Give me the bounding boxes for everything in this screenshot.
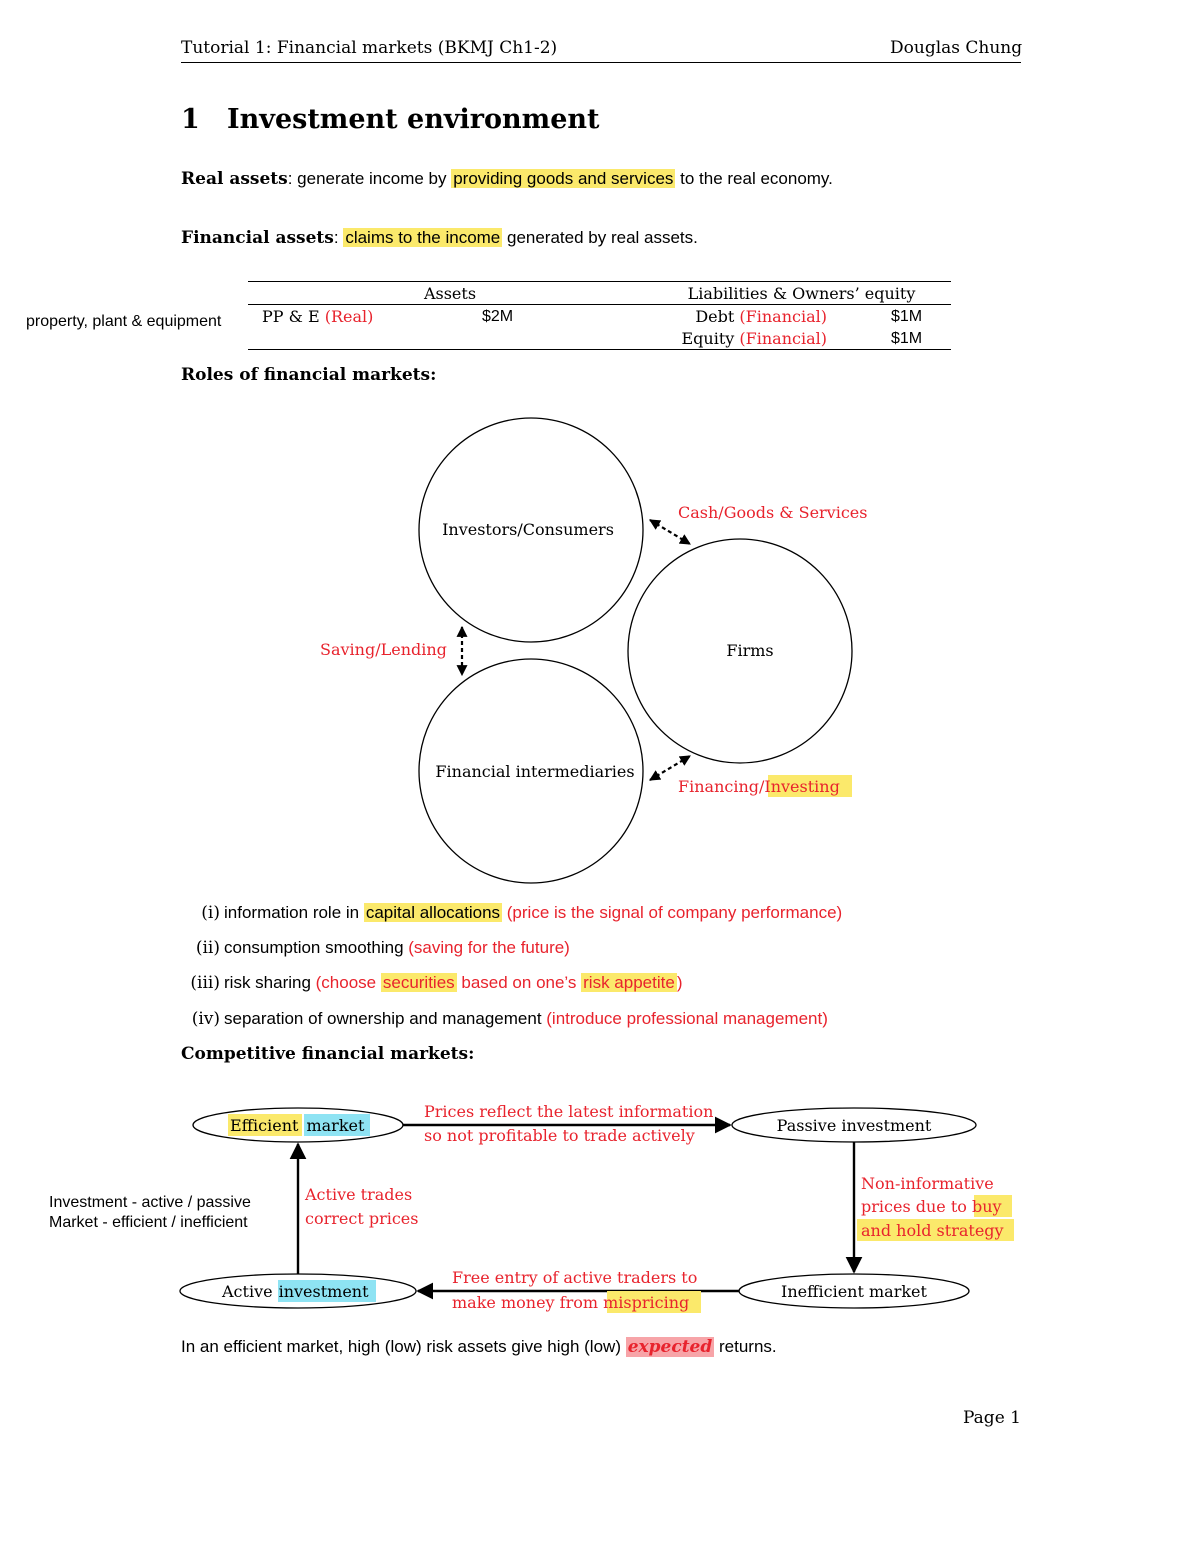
- investors-label: Investors/Consumers: [442, 520, 614, 539]
- liability-tag: (Financial): [739, 329, 827, 348]
- conclusion-pre: In an efficient market, high (low) risk assets give high (low): [181, 1337, 626, 1356]
- investment-word: investment: [278, 1282, 369, 1301]
- financial-assets-term: Financial assets: [181, 228, 334, 248]
- competitive-heading: Competitive financial markets:: [181, 1044, 475, 1064]
- real-assets-highlight: providing goods and services: [453, 169, 674, 188]
- investing-label: Investing: [764, 777, 840, 796]
- right-arrow-label-line-3: and hold strategy: [861, 1221, 1004, 1240]
- list-item-label: (iv): [191, 1009, 220, 1029]
- liability-value: $1M: [891, 307, 923, 325]
- right-arrow-text: prices due to: [861, 1197, 972, 1216]
- cash-goods-arrow: [650, 520, 690, 544]
- ppe-side-note: property, plant & equipment: [26, 313, 222, 330]
- liabilities-header: Liabilities & Owners’ equity: [652, 282, 951, 305]
- list-item-note: (price is the signal of company performance): [502, 903, 843, 922]
- mispricing-word: mispricing: [603, 1293, 690, 1312]
- real-assets-post: to the real economy.: [675, 169, 833, 188]
- left-arrow-label-line-1: Active trades: [305, 1185, 413, 1204]
- cycle-side-note-line-2: Market - efficient / inefficient: [49, 1214, 248, 1231]
- cycle-side-note-line-1: Investment - active / passive: [49, 1194, 251, 1211]
- cash-goods-label: Cash/Goods & Services: [678, 503, 868, 522]
- financing-label: Financing/: [678, 777, 765, 796]
- top-arrow-label-line-2: so not profitable to trade actively: [424, 1126, 695, 1145]
- list-item-note: based on one’s: [456, 973, 582, 992]
- list-item: [176, 1009, 828, 1029]
- list-item-label: (ii): [195, 938, 220, 958]
- page-number: Page 1: [963, 1408, 1021, 1428]
- financial-assets-highlight: claims to the income: [345, 228, 501, 247]
- running-header-author: Douglas Chung: [890, 38, 1023, 58]
- risk-appetite-highlight: risk appetite: [583, 973, 675, 992]
- firms-label: Firms: [726, 641, 774, 660]
- conclusion-sentence: [181, 1337, 777, 1357]
- asset-tag: (Real): [324, 307, 374, 326]
- financial-assets-pre: :: [333, 228, 344, 247]
- section-number: 1: [181, 104, 200, 135]
- intermediaries-label: Financial intermediaries: [435, 762, 635, 781]
- asset-value: $2M: [482, 307, 514, 325]
- liability-tag: (Financial): [739, 307, 827, 326]
- list-item: [176, 903, 842, 923]
- market-word: market: [306, 1116, 365, 1135]
- expected-highlight: expected: [627, 1337, 713, 1357]
- bottom-arrow-text: make money from: [452, 1293, 604, 1312]
- roles-heading: Roles of financial markets:: [181, 365, 437, 385]
- active-investment-label: [221, 1282, 369, 1301]
- asset-name: PP & E: [262, 307, 320, 326]
- section-title-text: Investment environment: [227, 104, 600, 135]
- conclusion-post: returns.: [714, 1337, 777, 1356]
- running-header-title: Tutorial 1: Financial markets (BKMJ Ch1-2): [181, 38, 558, 58]
- list-item-note: (saving for the future): [403, 938, 570, 957]
- efficient-word: Efficient: [230, 1116, 299, 1135]
- inefficient-market-label: Inefficient market: [781, 1282, 927, 1301]
- real-assets-term: Real assets: [181, 169, 288, 189]
- top-arrow-label-line-1: Prices reflect the latest information: [424, 1102, 714, 1121]
- bottom-arrow-label-line-2: [452, 1293, 689, 1312]
- list-item: [176, 938, 570, 958]
- saving-lending-label: Saving/Lending: [320, 640, 447, 659]
- financing-investing-label: [678, 777, 840, 796]
- buy-word: buy: [971, 1197, 1002, 1216]
- list-item-text: separation of ownership and management: [224, 1009, 542, 1028]
- right-arrow-label-line-1: Non-informative: [861, 1174, 994, 1193]
- liability-value: $1M: [835, 327, 951, 350]
- list-item-note: ): [676, 973, 683, 992]
- active-word: Active: [222, 1282, 273, 1301]
- list-item-text: consumption smoothing: [224, 938, 404, 957]
- left-arrow-label-line-2: correct prices: [305, 1209, 419, 1228]
- financial-assets-post: generated by real assets.: [502, 228, 698, 247]
- assets-header: Assets: [248, 282, 652, 305]
- efficient-market-label: [230, 1116, 365, 1135]
- right-arrow-label-line-2: [861, 1197, 1002, 1216]
- list-item-label: (iii): [190, 973, 220, 993]
- list-item-text: risk sharing: [224, 973, 311, 992]
- list-item-label: (i): [201, 903, 220, 923]
- passive-investment-label: Passive investment: [776, 1116, 932, 1135]
- list-item-note: (choose: [310, 973, 381, 992]
- list-item-note: (introduce professional management): [541, 1009, 828, 1028]
- bottom-arrow-label-line-1: Free entry of active traders to: [452, 1268, 698, 1287]
- liability-name: Debt: [695, 307, 735, 326]
- list-item-highlight: capital allocations: [365, 903, 501, 922]
- securities-highlight: securities: [382, 973, 455, 992]
- real-assets-pre: : generate income by: [287, 169, 452, 188]
- list-item: [176, 973, 682, 993]
- list-item-text: information role in: [224, 903, 364, 922]
- liability-name: Equity: [681, 329, 735, 348]
